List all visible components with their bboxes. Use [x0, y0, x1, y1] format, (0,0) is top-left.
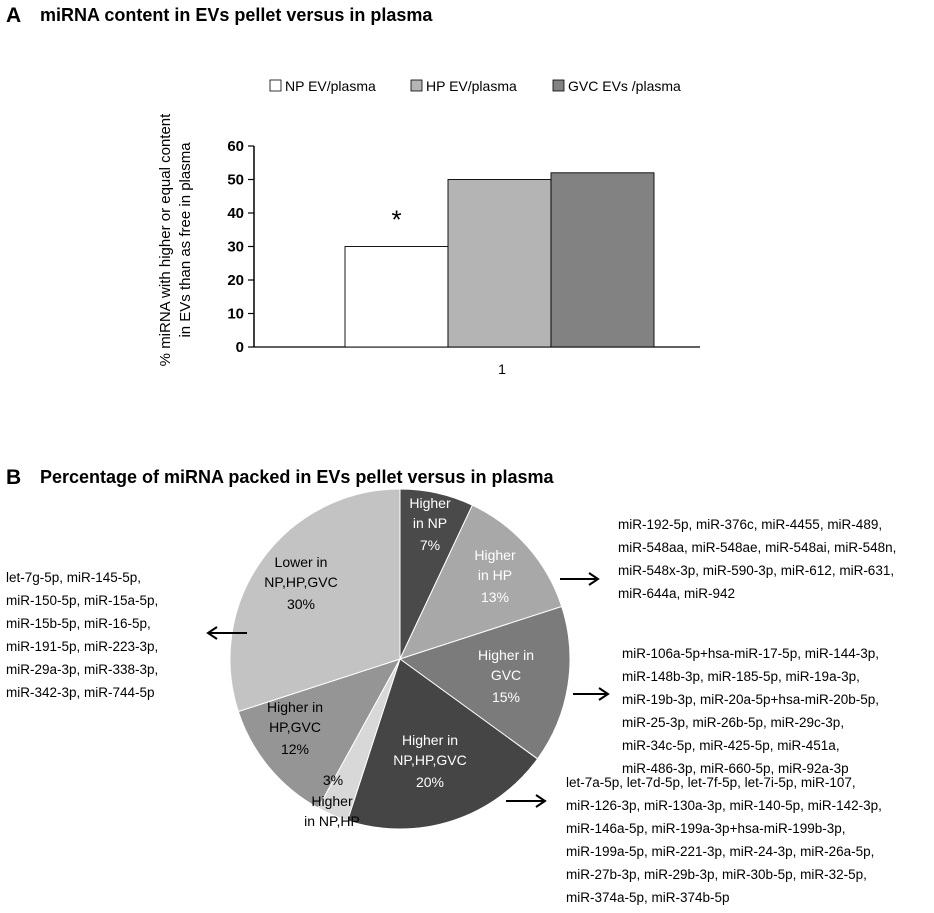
- mirna-list-line: miR-150-5p, miR-15a-5p,: [6, 593, 159, 608]
- mirna-list-line: miR-548x-3p, miR-590-3p, miR-612, miR-631,: [618, 563, 895, 578]
- x-tick-label: 1: [498, 361, 506, 377]
- pie-slice-pct: 30%: [286, 596, 316, 612]
- mirna-list-line: miR-191-5p, miR-223-3p,: [6, 639, 159, 654]
- legend-swatch: [270, 80, 281, 91]
- mirna-list-line: miR-19b-3p, miR-20a-5p+hsa-miR-20b-5p,: [622, 692, 879, 707]
- significance-asterisk: *: [391, 204, 402, 235]
- y-axis-label: in EVs than as free in plasma: [177, 142, 194, 338]
- y-tick-label: 60: [227, 138, 244, 155]
- mirna-list-line: miR-106a-5p+hsa-miR-17-5p, miR-144-3p,: [622, 646, 879, 661]
- legend-label: GVC EVs /plasma: [568, 78, 681, 94]
- y-axis-label: % miRNA with higher or equal content: [157, 113, 174, 367]
- pie-slice-label: in HP: [477, 567, 513, 583]
- y-tick-label: 20: [227, 272, 244, 289]
- pie-slice-label: Higher in: [266, 699, 324, 715]
- mirna-list-line: miR-25-3p, miR-26b-5p, miR-29c-3p,: [622, 715, 845, 730]
- pie-slice-label: GVC: [490, 667, 522, 683]
- mirna-list-lower-in-np-hp-gvc: [6, 566, 158, 704]
- mirna-list-line: miR-199a-5p, miR-221-3p, miR-24-3p, miR-26a-5p,: [566, 844, 875, 859]
- mirna-list-higher-in-np-hp-gvc: [566, 771, 882, 909]
- bar: [345, 247, 448, 348]
- pie-slice-pct: 7%: [419, 537, 441, 553]
- pie-slice-pct: 3%: [322, 772, 344, 788]
- bar: [551, 173, 654, 347]
- mirna-list-line: let-7g-5p, miR-145-5p,: [6, 570, 142, 585]
- y-tick-label: 50: [227, 171, 244, 189]
- mirna-list-line: miR-548aa, miR-548ae, miR-548ai, miR-548n,: [618, 540, 897, 555]
- legend-swatch: [553, 80, 564, 91]
- mirna-list-line: miR-486-3p, miR-660-5p, miR-92a-3p: [622, 761, 849, 776]
- pie-slice-pct: 12%: [280, 741, 310, 757]
- y-tick-label: 10: [227, 305, 244, 323]
- pie-slice-pct: 20%: [415, 774, 445, 790]
- legend-label: HP EV/plasma: [426, 78, 517, 94]
- mirna-list-line: miR-192-5p, miR-376c, miR-4455, miR-489,: [618, 517, 883, 532]
- y-tick-label: 0: [235, 339, 244, 356]
- legend-label: NP EV/plasma: [285, 78, 376, 94]
- panel-a-letter: A: [6, 4, 22, 27]
- pie-slice-label: in NP: [412, 515, 448, 531]
- mirna-list-line: miR-644a, miR-942: [618, 586, 736, 601]
- legend-swatch: [411, 80, 422, 91]
- mirna-list-line: miR-374a-5p, miR-374b-5p: [566, 890, 730, 905]
- pie-slice-label: NP,HP,GVC: [393, 752, 467, 768]
- mirna-list-line: miR-34c-5p, miR-425-5p, miR-451a,: [622, 738, 840, 753]
- pie-slice-label: HP,GVC: [269, 719, 321, 735]
- bar-chart: [0, 40, 934, 440]
- pie-slice-pct: 15%: [491, 689, 521, 705]
- bar: [448, 180, 551, 348]
- pie-slice-label: Lower in: [274, 554, 328, 570]
- mirna-list-line: miR-29a-3p, miR-338-3p,: [6, 662, 159, 677]
- pie-slice-label: Higher: [311, 793, 353, 809]
- mirna-list-line: miR-146a-5p, miR-199a-3p+hsa-miR-199b-3p,: [566, 821, 846, 836]
- mirna-list-line: miR-15b-5p, miR-16-5p,: [6, 616, 151, 631]
- mirna-list-higher-in-hp: [618, 513, 896, 605]
- pie-slice-label: in NP,HP: [304, 813, 360, 829]
- mirna-list-line: let-7a-5p, let-7d-5p, let-7f-5p, let-7i-5p, miR-107,: [566, 775, 856, 790]
- pie-slice-label: Higher: [474, 547, 516, 563]
- pie-slice-pct: 13%: [480, 589, 510, 605]
- pie-slice-label: NP,HP,GVC: [264, 574, 338, 590]
- mirna-list-line: miR-126-3p, miR-130a-3p, miR-140-5p, miR-142-3p,: [566, 798, 882, 813]
- mirna-list-line: miR-27b-3p, miR-29b-3p, miR-30b-5p, miR-32-5p,: [566, 867, 867, 882]
- y-tick-label: 40: [227, 205, 244, 222]
- pie-slice-label: Higher: [409, 495, 451, 511]
- panel-b-title: Percentage of miRNA packed in EVs pellet versus in plasma: [40, 467, 554, 487]
- pie-slice-label: Higher in: [401, 732, 459, 748]
- mirna-list-line: miR-148b-3p, miR-185-5p, miR-19a-3p,: [622, 669, 860, 684]
- pie-slice-label: Higher in: [477, 647, 535, 663]
- y-tick-label: 30: [227, 238, 244, 256]
- mirna-list-line: miR-342-3p, miR-744-5p: [6, 685, 155, 700]
- mirna-list-higher-in-gvc: [622, 642, 879, 780]
- panel-a-title: miRNA content in EVs pellet versus in plasma: [40, 5, 433, 25]
- panel-b-letter: B: [6, 466, 22, 489]
